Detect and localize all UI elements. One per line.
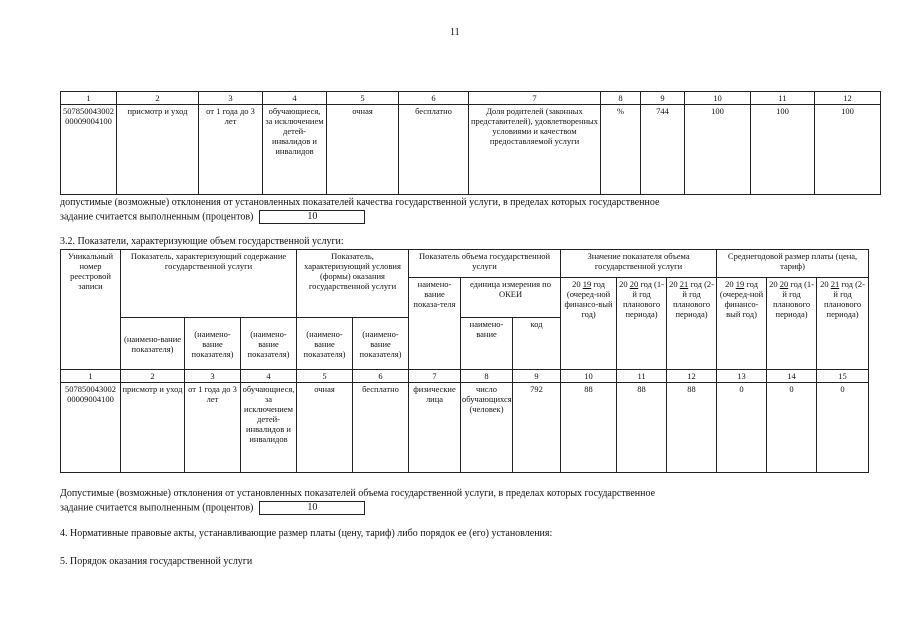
header-unique-number: Уникальный номер реестровой записи [61, 250, 121, 370]
section-4: 4. Нормативные правовые акты, устанавливающие размер платы (цену, тариф) либо порядок ее (его) установления: [60, 528, 553, 539]
column-number: 11 [617, 370, 667, 383]
header-price: Среднегодовой размер платы (цена, тариф) [717, 250, 869, 278]
column-number: 9 [513, 370, 561, 383]
column-number: 1 [61, 92, 117, 105]
section-5: 5. Порядок оказания государственной услуги [60, 556, 253, 567]
column-number: 15 [817, 370, 869, 383]
section-title: 3.2. Показатели, характеризующие объем государственной услуги: [60, 236, 344, 247]
table-row [61, 105, 881, 195]
table-cell: физические лица [409, 383, 461, 473]
table-cell: 744 [641, 105, 685, 195]
column-number: 14 [767, 370, 817, 383]
column-number: 4 [241, 370, 297, 383]
column-number: 13 [717, 370, 767, 383]
column-number: 2 [117, 92, 199, 105]
table-cell: очная [297, 383, 353, 473]
header-unit-code: код [513, 318, 561, 370]
volume-deviation [60, 487, 780, 515]
deviation-text: задание считается выполненным (процентов) [60, 502, 254, 514]
page-number: 11 [450, 27, 460, 38]
column-number: 10 [561, 370, 617, 383]
deviation-text: Допустимые (возможные) отклонения от установленных показателей объема государственной услуги, в пределах которых государственное [60, 488, 656, 499]
deviation-value: 10 [259, 210, 365, 224]
column-number: 12 [667, 370, 717, 383]
column-number: 7 [409, 370, 461, 383]
table-cell: от 1 года до 3 лет [199, 105, 263, 195]
table-cell: очная [327, 105, 399, 195]
column-number: 8 [601, 92, 641, 105]
deviation-text: допустимые (возможные) отклонения от установленных показателей качества государственной услуги, в пределах которых государственное [60, 197, 660, 208]
column-number: 8 [461, 370, 513, 383]
header-conditions: Показатель, характеризующий условия (формы) оказания государственной услуги [297, 250, 409, 318]
table-cell: 100 [685, 105, 751, 195]
deviation-value: 10 [259, 501, 365, 515]
deviation-text: задание считается выполненным (процентов) [60, 211, 254, 223]
table-header-row [61, 92, 881, 105]
table-cell: от 1 года до 3 лет [185, 383, 241, 473]
column-number: 5 [297, 370, 353, 383]
column-number: 5 [327, 92, 399, 105]
table-cell: 88 [561, 383, 617, 473]
table-cell: обучающиеся, за исключением детей-инвалидов и инвалидов [241, 383, 297, 473]
column-number: 4 [263, 92, 327, 105]
table-cell: 0 [717, 383, 767, 473]
table-cell: 100 [751, 105, 815, 195]
table-header-row [61, 370, 869, 383]
table-cell: 88 [667, 383, 717, 473]
volume-table [60, 249, 869, 473]
header-param: (наимено-вание показателя) [121, 318, 185, 370]
quality-table [60, 91, 881, 195]
header-year: 20 21 год (2-й год планового периода) [817, 278, 869, 370]
column-number: 11 [751, 92, 815, 105]
header-value: Значение показателя объема государственной услуги [561, 250, 717, 278]
table-cell: число обучающихся (человек) [461, 383, 513, 473]
table-cell: бесплатно [353, 383, 409, 473]
table-cell: 507850043002 00009004100 [61, 383, 121, 473]
quality-deviation [60, 196, 780, 224]
table-cell: % [601, 105, 641, 195]
column-number: 6 [353, 370, 409, 383]
table-cell: бесплатно [399, 105, 469, 195]
table-cell: 100 [815, 105, 881, 195]
column-number: 12 [815, 92, 881, 105]
table-cell: присмотр и уход [121, 383, 185, 473]
table-row [61, 383, 869, 473]
header-param: (наимено-вание показателя) [185, 318, 241, 370]
header-param: (наимено-вание показателя) [241, 318, 297, 370]
header-year: 20 20 год (1-й год планового периода) [767, 278, 817, 370]
column-number: 7 [469, 92, 601, 105]
table-cell: 792 [513, 383, 561, 473]
header-param: (наимено-вание показателя) [297, 318, 353, 370]
table-cell: 507850043002 00009004100 [61, 105, 117, 195]
table-cell: Доля родителей (законных представителей), удовлетворенных условиями и качеством предоставляемой услуги [469, 105, 601, 195]
table-cell: обучающиеся, за исключением детей-инвалидов и инвалидов [263, 105, 327, 195]
column-number: 1 [61, 370, 121, 383]
header-unit-name: наимено-вание [461, 318, 513, 370]
header-param: (наимено-вание показателя) [353, 318, 409, 370]
header-year: 20 19 год (очеред-ной финансо-вый год) [561, 278, 617, 370]
column-number: 2 [121, 370, 185, 383]
table-cell: 88 [617, 383, 667, 473]
header-volume: Показатель объема государственной услуги [409, 250, 561, 278]
header-year: 20 21 год (2-й год планового периода) [667, 278, 717, 370]
header-content: Показатель, характеризующий содержание государственной услуги [121, 250, 297, 318]
table-cell: 0 [767, 383, 817, 473]
column-number: 3 [185, 370, 241, 383]
header-year: 20 19 год (очеред-ной финансо-вый год) [717, 278, 767, 370]
column-number: 10 [685, 92, 751, 105]
column-number: 3 [199, 92, 263, 105]
table-cell: 0 [817, 383, 869, 473]
header-indicator-name: наимено-вание показа-теля [409, 278, 461, 370]
table-cell: присмотр и уход [117, 105, 199, 195]
header-year: 20 20 год (1-й год планового периода) [617, 278, 667, 370]
column-number: 9 [641, 92, 685, 105]
column-number: 6 [399, 92, 469, 105]
header-unit: единица измерения по ОКЕИ [461, 278, 561, 318]
